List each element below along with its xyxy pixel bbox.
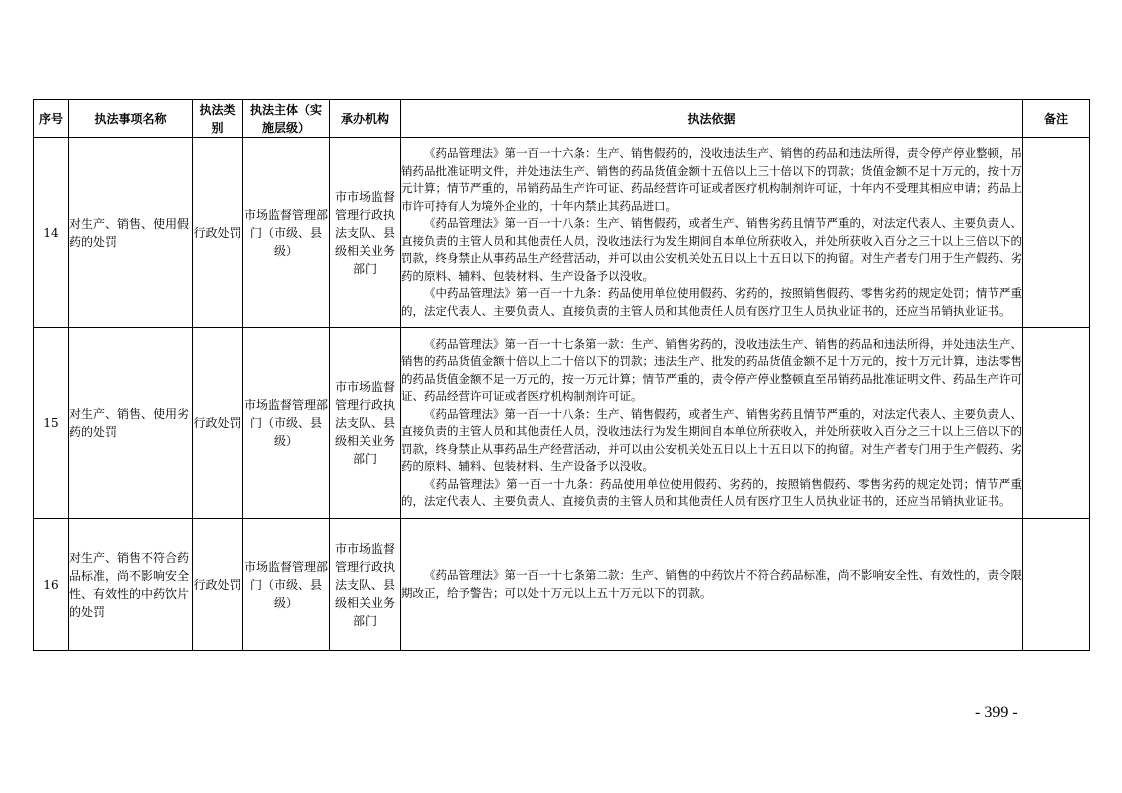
basis-paragraph: 《中药品管理法》第一百一十九条：药品使用单位使用假药、劣药的，按照销售假药、零售劣药的规定处罚；情节严重的，法定代表人、主要负责人、直接负责的主管人员和其他责任人员有医疗卫生人员执业证书的，还应当吊销执业证书。 bbox=[401, 286, 1022, 318]
header-note: 备注 bbox=[1023, 100, 1090, 138]
row-category: 行政处罚 bbox=[193, 138, 243, 328]
basis-paragraph: 《药品管理法》第一百一十九条：药品使用单位使用假药、劣药的，按照销售假药、零售劣药的规定处罚；情节严重的，法定代表人、主要负责人、直接负责的主管人员和其他责任人员有医疗卫生人员执业证书的，还应当吊销执业证书。 bbox=[401, 476, 1022, 508]
row-basis bbox=[401, 138, 1023, 328]
basis-paragraph: 《药品管理法》第一百一十八条：生产、销售假药，或者生产、销售劣药且情节严重的，对法定代表人、主要负责人、直接负责的主管人员和其他责任人员，没收违法行为发生期间自本单位所获收入，并处所获收入百分之三十以上三倍以下的罚款，终身禁止从事药品生产经营活动，并可以由公安机关处五日以上十五日以下的拘留。对生产者专门用于生产假药、劣药的原料、辅料、包装材料、生产设备予以没收。 bbox=[401, 406, 1022, 473]
row-subject: 市场监督管理部门（市级、县级） bbox=[243, 328, 330, 519]
row-name: 对生产、销售不符合药品标准，尚不影响安全性、有效性的中药饮片的处罚 bbox=[69, 519, 193, 651]
row-note bbox=[1023, 519, 1090, 651]
row-subject: 市场监督管理部门（市级、县级） bbox=[243, 138, 330, 328]
basis-paragraph: 《药品管理法》第一百一十八条：生产、销售假药，或者生产、销售劣药且情节严重的，对法定代表人、主要负责人、直接负责的主管人员和其他责任人员，没收违法行为发生期间自本单位所获收入，并处所获收入百分之三十以上三倍以下的罚款，终身禁止从事药品生产经营活动，并可以由公安机关处五日以上十五日以下的拘留。对生产者专门用于生产假药、劣药的原料、辅料、包装材料、生产设备予以没收。 bbox=[401, 216, 1022, 283]
header-subject: 执法主体（实施层级） bbox=[243, 100, 330, 138]
row-subject: 市场监督管理部门（市级、县级） bbox=[243, 519, 330, 651]
basis-paragraph: 《药品管理法》第一百一十六条：生产、销售假药的，没收违法生产、销售的药品和违法所得，责令停产停业整顿，吊销药品批准证明文件，并处违法生产、销售的药品货值金额十五倍以上三十倍以下的罚款；货值金额不足十万元的，按十万元计算；情节严重的，吊销药品生产许可证、药品经营许可证或者医疗机构制剂许可证，十年内不受理其相应申请；药品上市许可持有人为境外企业的，十年内禁止其药品进口。 bbox=[401, 146, 1022, 213]
table-row bbox=[34, 328, 1090, 519]
row-num: 14 bbox=[34, 138, 69, 328]
basis-paragraph: 《药品管理法》第一百一十七条第二款：生产、销售的中药饮片不符合药品标准，尚不影响安全性、有效性的，责令限期改正，给予警告；可以处十万元以上五十万元以下的罚款。 bbox=[401, 568, 1022, 600]
row-name: 对生产、销售、使用假药的处罚 bbox=[69, 138, 193, 328]
row-org: 市市场监督管理行政执法支队、县级相关业务部门 bbox=[330, 328, 401, 519]
table-row bbox=[34, 519, 1090, 651]
page-number: - 399 - bbox=[975, 704, 1018, 721]
header-basis: 执法依据 bbox=[401, 100, 1023, 138]
table-row bbox=[34, 138, 1090, 328]
basis-paragraph: 《药品管理法》第一百一十七条第一款：生产、销售劣药的，没收违法生产、销售的药品和违法所得，并处违法生产、销售的药品货值金额十倍以上二十倍以下的罚款；违法生产、批发的药品货值金额不足十万元的，按十万元计算，违法零售的药品货值金额不足一万元的，按一万元计算；情节严重的，责令停产停业整顿直至吊销药品批准证明文件、药品生产许可证、药品经营许可证或者医疗机构制剂许可证。 bbox=[401, 336, 1022, 403]
row-num: 16 bbox=[34, 519, 69, 651]
row-org: 市市场监督管理行政执法支队、县级相关业务部门 bbox=[330, 519, 401, 651]
row-category: 行政处罚 bbox=[193, 328, 243, 519]
row-name: 对生产、销售、使用劣药的处罚 bbox=[69, 328, 193, 519]
row-note bbox=[1023, 328, 1090, 519]
header-name: 执法事项名称 bbox=[69, 100, 193, 138]
row-note bbox=[1023, 138, 1090, 328]
header-num: 序号 bbox=[34, 100, 69, 138]
row-basis bbox=[401, 328, 1023, 519]
row-org: 市市场监督管理行政执法支队、县级相关业务部门 bbox=[330, 138, 401, 328]
header-org: 承办机构 bbox=[330, 100, 401, 138]
row-basis bbox=[401, 519, 1023, 651]
row-category: 行政处罚 bbox=[193, 519, 243, 651]
enforcement-table bbox=[33, 99, 1090, 651]
row-num: 15 bbox=[34, 328, 69, 519]
header-row bbox=[34, 100, 1090, 138]
header-category: 执法类别 bbox=[193, 100, 243, 138]
